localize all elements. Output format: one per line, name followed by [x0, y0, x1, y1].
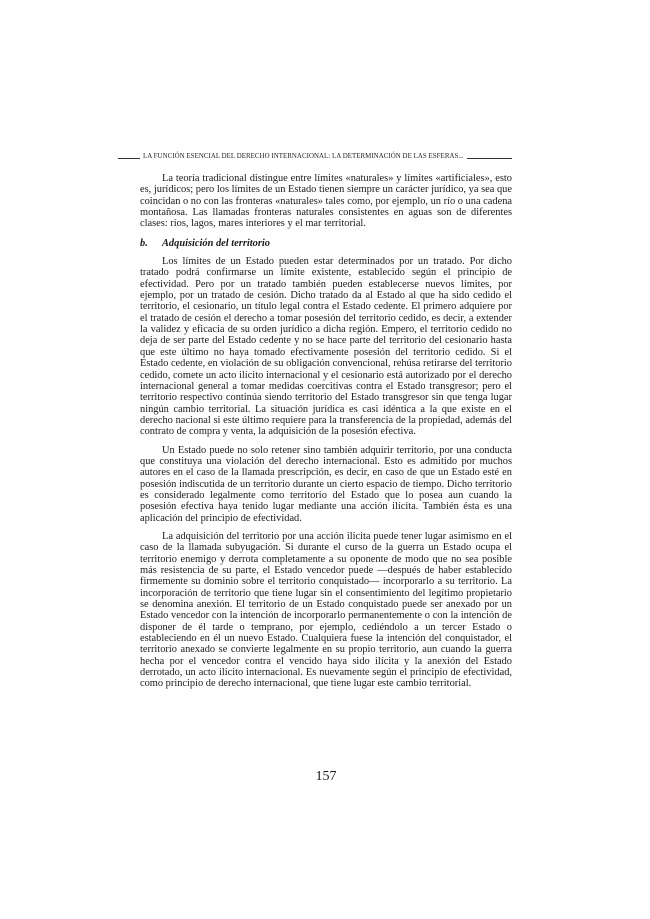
body-paragraph: La adquisición del territorio por una acción ilícita puede tener lugar asimismo en el caso de la llamada subyugación. Si durante el curso de la guerra un Estado ocupa el territorio enemigo y derrota completamente a su oponente de modo que no sea posible más resistencia de su parte, el Estado vencedor puede —después de haber establecido firmemente su dominio sobre el territorio conquistado— incorporarlo a su territorio. La incorporación de territorio que tiene lugar sin el consentimiento del legítimo propietario se denomina anexión. El territorio de un Estado conquistado puede ser anexado por un Estado vencedor con la intención de incorporarlo permanentemente o con la intención de disponer de él tarde o temprano, por ejemplo, cediéndolo a un tercer Estado o estableciendo en él un nuevo Estado. Cualquiera fuese la intención del conquistador, el territorio anexado se convierte legalmente en su propio territorio, aun cuando la guerra hecha por el vencedor contra el vencido haya sido ilícita y la anexión del Estado derrotado, un acto ilícito internacional. Es nuevamente según el principio de efectividad, como principio de derecho internacional, que tiene lugar este cambio territorial.	[140, 530, 512, 690]
page-number: 157	[315, 769, 337, 784]
section-heading	[140, 238, 512, 249]
running-header	[118, 153, 512, 160]
intro-paragraph: La teoría tradicional distingue entre límites «naturales» y límites «artificiales», esto es, jurídicos; pero los límites de un Estado tienen siempre un carácter jurídico, ya sea que coincidan o no con las fronteras «naturales» tales como, por ejemplo, un río o una cadena montañosa. Las llamadas fronteras naturales consistentes en aguas son de diferentes clases: ríos, lagos, mares interiores y el mar territorial.	[140, 173, 512, 230]
section-title: Adquisición del territorio	[162, 237, 270, 249]
running-title: LA FUNCIÓN ESENCIAL DEL DERECHO INTERNACIONAL: LA DETERMINACIÓN DE LAS ESFERAS...	[143, 153, 464, 160]
section-letter: b.	[140, 237, 148, 249]
header-rule-left	[118, 158, 140, 159]
body-paragraph: Los límites de un Estado pueden estar determinados por un tratado. Por dicho tratado podrá confirmarse un límite existente, establecido según el principio de efectividad. Pero por un tratado también pueden establecerse nuevos límites, por ejemplo, por un tratado de cesión. Dicho tratado da al Estado al que ha sido cedido el territorio, el cesionario, un título legal contra el Estado cedente. El primero adquiere por el tratado de cesión el derecho a tomar posesión del territorio cedido, es decir, a extender la validez y eficacia de su orden jurídico a dicha región. Empero, el territorio cedido no deja de ser parte del Estado cedente y no se hace parte del territorio del cesionario hasta que este último no haya tomado efectivamente posesión del territorio cedido. Si el Estado cedente, en violación de su obligación convencional, rehúsa retirarse del territorio cedido, comete un acto ilícito internacional y el cesionario está autorizado por el derecho internacional general a tomar medidas coercitivas contra el Estado transgresor; pero el territorio respectivo continúa siendo territorio del Estado transgresor sin que tenga lugar ningún cambio territorial. La situación jurídica es casi idéntica a la que existe en el derecho nacional si este último requiere para la transferencia de la propiedad, además del contrato de compra y venta, la adquisición de la posesión efectiva.	[140, 256, 512, 438]
header-rule-right	[467, 158, 512, 159]
page-body	[140, 173, 512, 690]
body-paragraph: Un Estado puede no solo retener sino también adquirir territorio, por una conducta que constituya una violación del derecho internacional. Esto es admitido por muchos autores en el caso de la llamada prescripción, es decir, en caso de que un Estado esté en posesión indiscutida de un territorio durante un cierto espacio de tiempo. Dicho territorio es considerado legalmente como territorio del Estado que lo posea aun cuando la posesión efectiva haya tenido lugar mediante una acción ilícita. También ésta es una aplicación del principio de efectividad.	[140, 444, 512, 524]
